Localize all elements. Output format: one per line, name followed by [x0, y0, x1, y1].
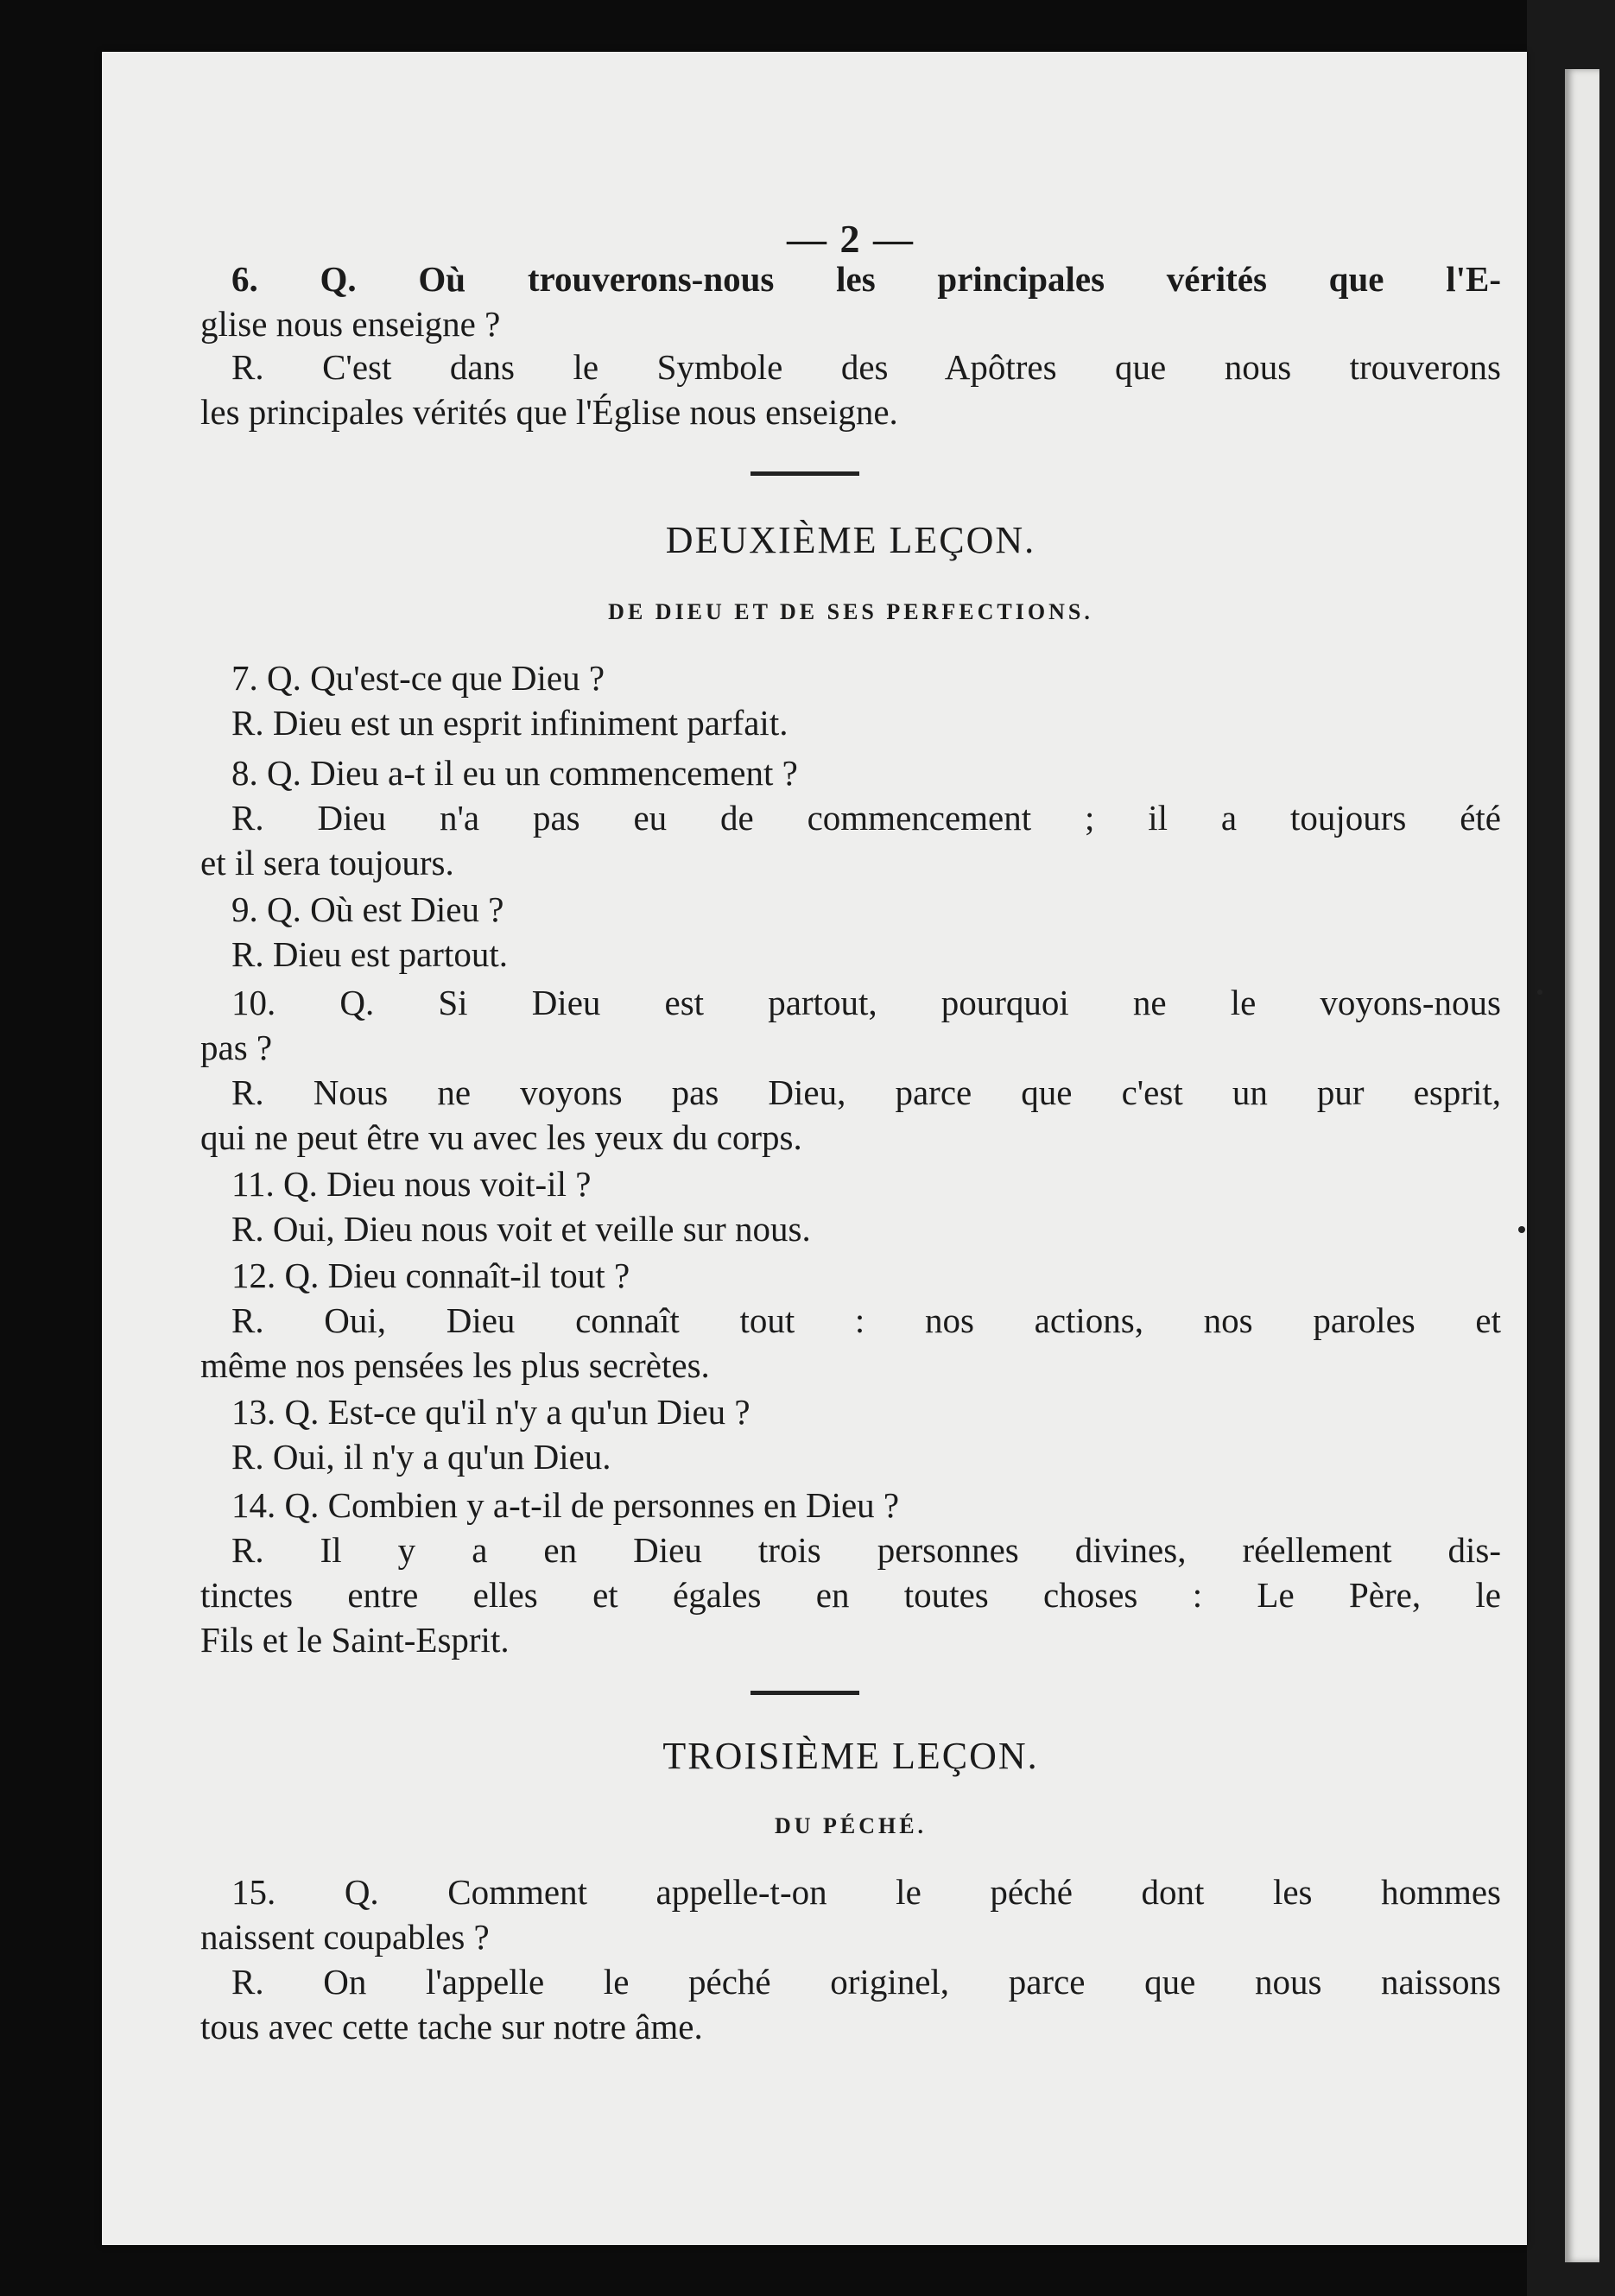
q10-answer-line-2: qui ne peut être vu avec les yeux du corps. — [200, 1117, 802, 1157]
q9-question: 9. Q. Où est Dieu ? — [231, 889, 504, 929]
q14-answer-line-3: Fils et le Saint-Esprit. — [200, 1620, 510, 1660]
q8-question: 8. Q. Dieu a-t il eu un commencement ? — [231, 753, 798, 793]
lesson-2-subtitle: DE DIEU ET DE SES PERFECTIONS. — [608, 599, 1093, 624]
scan-speck — [1518, 1226, 1525, 1233]
q7-question: 7. Q. Qu'est-ce que Dieu ? — [231, 658, 605, 698]
section-divider — [750, 1691, 859, 1695]
q7-answer: R. Dieu est un esprit infiniment parfait. — [231, 703, 788, 743]
book-page — [102, 52, 1527, 2245]
q9-answer: R. Dieu est partout. — [231, 934, 508, 974]
q10-question-line-1: 10. Q. Si Dieu est partout, pourquoi ne le voyons-nous — [231, 983, 1501, 1022]
q11-question: 11. Q. Dieu nous voit-il ? — [231, 1164, 592, 1204]
q14-answer-line-2: tinctes entre elles et égales en toutes choses : Le Père, le — [200, 1575, 1501, 1615]
q15-question-line-2: naissent coupables ? — [200, 1917, 490, 1957]
q6-question-line-2: glise nous enseigne ? — [200, 304, 501, 344]
q12-question: 12. Q. Dieu connaît-il tout ? — [231, 1256, 630, 1295]
section-divider — [750, 471, 859, 476]
q12-answer-line-2: même nos pensées les plus secrètes. — [200, 1345, 710, 1385]
q6-answer-line-2: les principales vérités que l'Église nous enseigne. — [200, 392, 898, 432]
next-page-edge — [1565, 69, 1599, 2262]
q13-answer: R. Oui, il n'y a qu'un Dieu. — [231, 1437, 611, 1477]
q8-answer-line-2: et il sera toujours. — [200, 843, 454, 882]
q15-answer-line-1: R. On l'appelle le péché originel, parce que nous naissons — [231, 1962, 1501, 2002]
q15-question-line-1: 15. Q. Comment appelle-t-on le péché dont les hommes — [231, 1872, 1501, 1912]
q15-answer-line-2: tous avec cette tache sur notre âme. — [200, 2007, 703, 2046]
q14-question: 14. Q. Combien y a-t-il de personnes en Dieu ? — [231, 1485, 900, 1525]
q6-question-line-1: 6. Q. Où trouverons-nous les principales vérités que l'E- — [231, 259, 1501, 299]
q10-answer-line-1: R. Nous ne voyons pas Dieu, parce que c'est un pur esprit, — [231, 1072, 1501, 1112]
q11-answer: R. Oui, Dieu nous voit et veille sur nous. — [231, 1209, 811, 1249]
lesson-2-title: DEUXIÈME LEÇON. — [665, 519, 1036, 561]
q12-answer-line-1: R. Oui, Dieu connaît tout : nos actions, nos paroles et — [231, 1300, 1501, 1340]
q13-question: 13. Q. Est-ce qu'il n'y a qu'un Dieu ? — [231, 1392, 750, 1432]
q8-answer-line-1: R. Dieu n'a pas eu de commencement ; il a toujours été — [231, 798, 1501, 838]
q10-question-line-2: pas ? — [200, 1028, 273, 1067]
lesson-3-title: TROISIÈME LEÇON. — [662, 1735, 1039, 1777]
lesson-3-subtitle: DU PÉCHÉ. — [774, 1813, 928, 1838]
scan-speck — [1537, 990, 1542, 995]
q6-answer-line-1: R. C'est dans le Symbole des Apôtres que nous trouverons — [231, 347, 1501, 387]
q14-answer-line-1: R. Il y a en Dieu trois personnes divines, réellement dis- — [231, 1530, 1501, 1570]
page-number: — 2 — — [787, 217, 915, 261]
